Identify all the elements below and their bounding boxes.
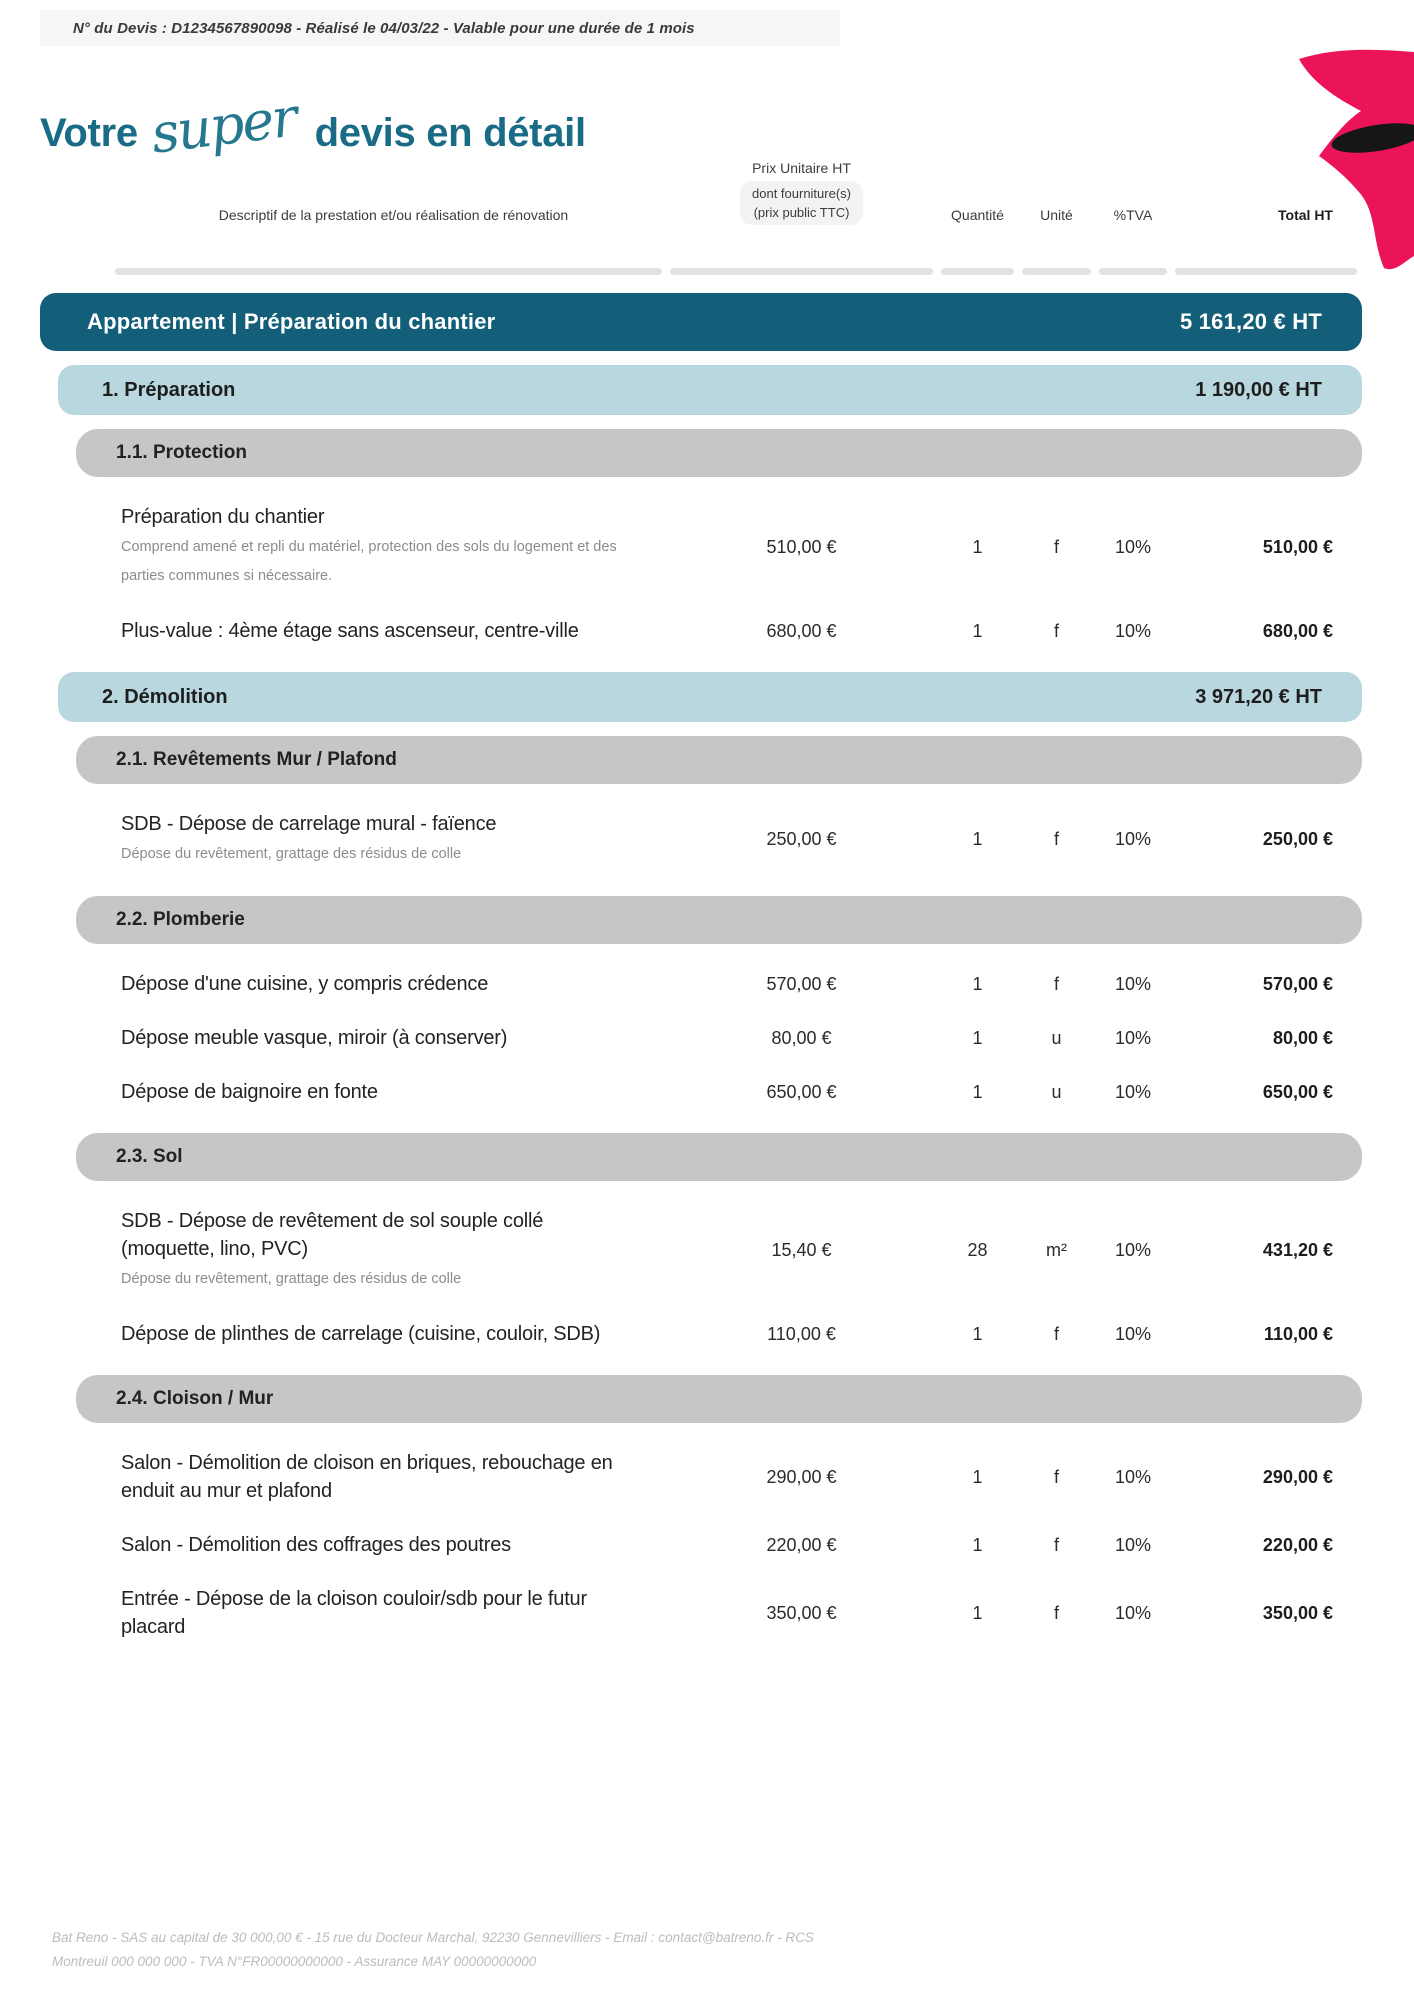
subsections-container (0, 736, 1414, 1654)
line-item-quantity: 1 (972, 973, 983, 994)
line-item-total: 680,00 € (1262, 620, 1333, 641)
line-item-description-cell (121, 1531, 666, 1559)
line-item-unit-price: 680,00 € (766, 620, 837, 641)
subsection-header-bar (76, 429, 1362, 477)
line-item-unit-price: 350,00 € (766, 1602, 837, 1623)
rule-total (1175, 268, 1357, 275)
lot-title: Appartement | Préparation du chantier (87, 309, 496, 334)
line-item-description-cell (121, 1585, 666, 1641)
line-item-unit-price: 15,40 € (771, 1240, 832, 1260)
line-item-quantity: 1 (972, 620, 983, 641)
line-item-description-cell (121, 617, 666, 645)
line-items-container (0, 1449, 1414, 1654)
line-item-title: Dépose de baignoire en fonte (121, 1081, 378, 1103)
subsection-header-bar (76, 1375, 1362, 1423)
line-item-unit: f (1053, 1534, 1059, 1555)
line-item-title: SDB - Dépose de carrelage mural - faïence (121, 813, 497, 835)
line-item-title: Salon - Démolition des coffrages des poutres (121, 1534, 511, 1556)
col-header-descriptif: Descriptif de la prestation et/ou réalisation de rénovation (218, 207, 569, 223)
unit-price-note-line2: (prix public TTC) (753, 205, 850, 220)
line-item-row (40, 1320, 1362, 1348)
line-item-tva: 10% (1114, 536, 1152, 557)
line-item-quantity: 1 (972, 1534, 983, 1555)
line-item-tva: 10% (1114, 620, 1152, 641)
legal-footer-line2: Montreuil 000 000 000 - TVA N°FR00000000000 - Assurance MAY 00000000000 (52, 1954, 537, 1969)
line-item-unit: m² (1046, 1240, 1067, 1260)
col-header-unite: Unité (1040, 207, 1073, 223)
line-items-container (0, 503, 1414, 658)
line-item-row (40, 970, 1362, 998)
line-item-row (40, 1207, 1362, 1294)
line-item-unit: u (1051, 1081, 1062, 1102)
line-item-subtext: Dépose du revêtement, grattage des résidus de colle (121, 1271, 462, 1287)
line-item-description-cell (121, 503, 666, 591)
line-item-tva: 10% (1114, 1602, 1152, 1623)
subsections-container (0, 429, 1414, 658)
line-item-tva: 10% (1114, 1027, 1152, 1048)
unit-price-label: Prix Unitaire HT (752, 160, 851, 176)
line-item-subtext: Comprend amené et repli du matériel, protection des sols du logement et des parties communes si nécessaire. (121, 539, 617, 584)
line-item-unit: f (1053, 1466, 1059, 1487)
line-item-unit: f (1053, 620, 1059, 641)
line-item-unit-price: 80,00 € (771, 1027, 832, 1048)
rule-unit-price (670, 268, 933, 275)
line-item-unit-price: 650,00 € (766, 1081, 837, 1102)
col-header-unit-price (666, 160, 937, 225)
line-item-tva: 10% (1114, 1081, 1152, 1102)
line-items-container (0, 970, 1414, 1119)
line-item-unit-price: 510,00 € (766, 536, 837, 557)
line-item-unit: f (1053, 829, 1059, 849)
quote-section (0, 365, 1414, 658)
legal-footer-line1: Bat Reno - SAS au capital de 30 000,00 € - 15 rue du Docteur Marchal, 92230 Gennevilliers - Email : contact@batreno.fr - RCS (52, 1930, 814, 1945)
line-item-total: 510,00 € (1262, 536, 1333, 557)
line-item-description-cell (121, 1078, 666, 1106)
line-item-description-cell (121, 1207, 666, 1294)
line-item-unit: f (1053, 1323, 1059, 1344)
quote-subsection (0, 896, 1414, 1119)
line-item-title: Salon - Démolition de cloison en briques, rebouchage en enduit au mur et plafond (121, 1452, 613, 1502)
line-item-total: 431,20 € (1262, 1240, 1333, 1260)
line-item-tva: 10% (1114, 1323, 1152, 1344)
lot-amount: 5 161,20 € HT (1179, 309, 1322, 334)
line-item-row (40, 1024, 1362, 1052)
line-item-total: 220,00 € (1262, 1534, 1333, 1555)
line-item-row (40, 1078, 1362, 1106)
line-item-total: 350,00 € (1262, 1602, 1333, 1623)
line-items-container (0, 810, 1414, 882)
line-item-unit-price: 290,00 € (766, 1466, 837, 1487)
line-item-unit-price: 250,00 € (766, 829, 837, 849)
line-item-unit: f (1053, 536, 1059, 557)
line-item-row (40, 1585, 1362, 1641)
section-header-bar (58, 365, 1362, 415)
line-item-tva: 10% (1114, 1240, 1152, 1260)
line-item-row (40, 1531, 1362, 1559)
line-item-tva: 10% (1114, 829, 1152, 849)
line-item-subtext: Dépose du revêtement, grattage des résidus de colle (121, 846, 462, 862)
line-item-total: 570,00 € (1262, 973, 1333, 994)
quote-body (0, 293, 1414, 1654)
line-item-title: Entrée - Dépose de la cloison couloir/sdb pour le futur placard (121, 1588, 587, 1638)
line-item-unit: u (1051, 1027, 1062, 1048)
line-item-tva: 10% (1114, 973, 1152, 994)
subsection-header-bar (76, 896, 1362, 944)
line-item-title: Dépose de plinthes de carrelage (cuisine, couloir, SDB) (121, 1323, 601, 1345)
line-item-row (40, 617, 1362, 645)
line-items-container (0, 1207, 1414, 1361)
subsection-title: 2.2. Plomberie (116, 909, 245, 930)
quote-subsection (0, 1375, 1414, 1654)
line-item-row (40, 1449, 1362, 1505)
unit-price-note-line1: dont fourniture(s) (752, 186, 851, 201)
line-item-unit-price: 220,00 € (766, 1534, 837, 1555)
quote-section (0, 672, 1414, 1654)
line-item-title: SDB - Dépose de revêtement de sol souple collé (moquette, lino, PVC) (121, 1210, 544, 1260)
title-part1: Votre (40, 111, 138, 156)
line-item-total: 650,00 € (1262, 1081, 1333, 1102)
quote-meta-bar (40, 10, 840, 46)
unit-price-note-pill (740, 181, 863, 225)
line-item-quantity: 1 (972, 536, 983, 557)
subsection-title: 2.1. Revêtements Mur / Plafond (116, 749, 397, 770)
line-item-description-cell (121, 1024, 666, 1052)
col-header-quantite: Quantité (951, 207, 1004, 223)
subsection-title: 2.4. Cloison / Mur (116, 1388, 274, 1409)
section-title: 2. Démolition (102, 685, 228, 708)
line-item-unit: f (1053, 1602, 1059, 1623)
table-header-row (40, 160, 1362, 225)
title-part2: devis en détail (314, 111, 586, 156)
rule-unite (1022, 268, 1091, 275)
line-item-unit-price: 570,00 € (766, 973, 837, 994)
subsection-header-bar (76, 736, 1362, 784)
line-item-unit-price: 110,00 € (767, 1323, 836, 1344)
table-header-rules (40, 268, 1362, 275)
line-item-description-cell (121, 1320, 666, 1348)
section-title: 1. Préparation (102, 378, 236, 401)
quote-subsection (0, 736, 1414, 882)
line-item-total: 110,00 € (1263, 1323, 1333, 1344)
subsection-title: 2.3. Sol (116, 1146, 183, 1167)
rule-quantite (941, 268, 1014, 275)
section-amount: 3 971,20 € HT (1195, 685, 1322, 708)
line-item-total: 80,00 € (1272, 1027, 1333, 1048)
line-item-quantity: 1 (972, 1466, 983, 1487)
line-item-quantity: 1 (972, 829, 983, 849)
line-item-quantity: 1 (972, 1602, 983, 1623)
line-item-tva: 10% (1114, 1534, 1152, 1555)
line-item-description-cell (121, 1449, 666, 1505)
line-item-quantity: 1 (972, 1027, 983, 1048)
section-header-bar (58, 672, 1362, 722)
quote-subsection (0, 1133, 1414, 1361)
line-item-title: Dépose d'une cuisine, y compris crédence (121, 973, 489, 995)
line-item-description-cell (121, 970, 666, 998)
line-item-unit: f (1053, 973, 1059, 994)
line-item-quantity: 1 (972, 1081, 983, 1102)
rule-tva (1099, 268, 1167, 275)
lot-header-bar (40, 293, 1362, 351)
line-item-title: Plus-value : 4ème étage sans ascenseur, centre-ville (121, 620, 579, 642)
subsection-title: 1.1. Protection (116, 442, 247, 463)
title-script-word: super (147, 85, 299, 166)
sections-container (0, 365, 1414, 1654)
section-amount: 1 190,00 € HT (1195, 378, 1322, 401)
brand-logo (1284, 25, 1414, 275)
col-header-tva: %TVA (1113, 207, 1153, 223)
line-item-quantity: 1 (972, 1323, 983, 1344)
rule-descriptif (115, 268, 662, 275)
line-item-title: Dépose meuble vasque, miroir (à conserver) (121, 1027, 508, 1049)
line-item-tva: 10% (1114, 1466, 1152, 1487)
line-item-row (40, 810, 1362, 869)
quote-meta-text: N° du Devis : D1234567890098 - Réalisé le 04/03/22 - Valable pour une durée de 1 mois (73, 19, 695, 37)
line-item-description-cell (121, 810, 666, 869)
line-item-row (40, 503, 1362, 591)
quote-subsection (0, 429, 1414, 658)
line-item-quantity: 28 (967, 1240, 988, 1260)
col-header-total: Total HT (1278, 207, 1333, 223)
line-item-title: Préparation du chantier (121, 506, 325, 528)
legal-footer (52, 1926, 814, 1974)
line-item-total: 250,00 € (1262, 829, 1333, 849)
subsection-header-bar (76, 1133, 1362, 1181)
line-item-total: 290,00 € (1262, 1466, 1333, 1487)
